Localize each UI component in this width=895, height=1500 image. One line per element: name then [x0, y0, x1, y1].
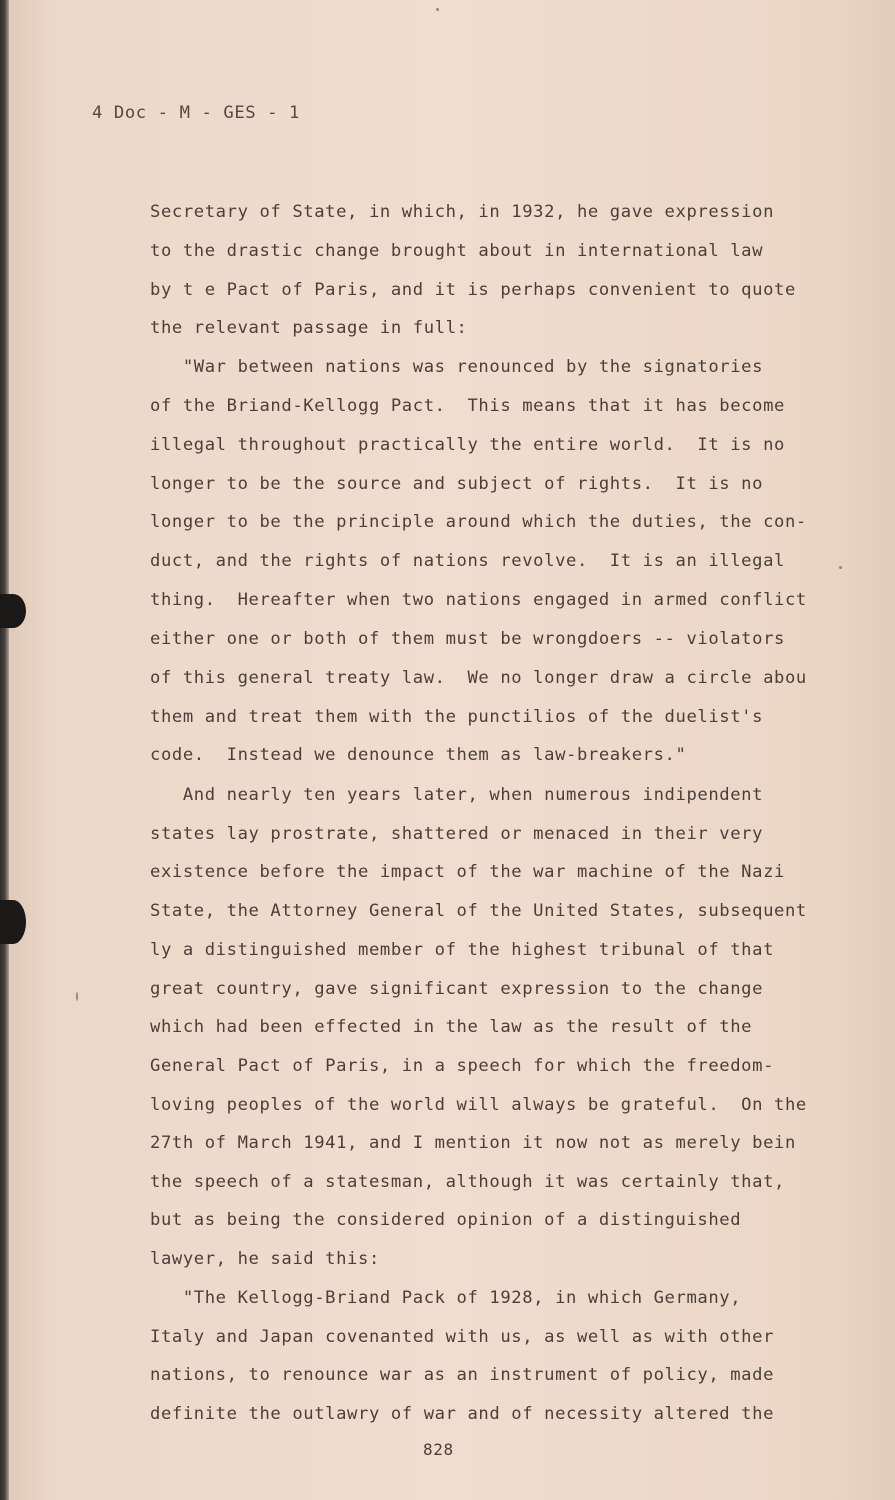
- text-line: the relevant passage in full:: [150, 318, 468, 338]
- text-line: existence before the impact of the war machine of the Nazi: [150, 862, 785, 882]
- text-line: to the drastic change brought about in international law: [150, 241, 764, 261]
- text-line: but as being the considered opinion of a distinguished: [150, 1210, 742, 1230]
- text-line: of this general treaty law. We no longer draw a circle abou: [150, 668, 807, 688]
- text-line: the speech of a statesman, although it was certainly that,: [150, 1172, 785, 1192]
- punch-hole: [0, 594, 26, 628]
- text-line: which had been effected in the law as the result of the: [150, 1017, 753, 1037]
- text-line: of the Briand-Kellogg Pact. This means that it has become: [150, 396, 785, 416]
- text-line: thing. Hereafter when two nations engaged in armed conflict: [150, 590, 807, 610]
- text-line: 27th of March 1941, and I mention it now not as merely bein: [150, 1133, 796, 1153]
- paper-speck: [76, 992, 78, 1001]
- document-header: 4 Doc - M - GES - 1: [92, 103, 301, 123]
- text-line: definite the outlawry of war and of necessity altered the: [150, 1404, 775, 1424]
- text-line: by t e Pact of Paris, and it is perhaps convenient to quote: [150, 280, 796, 300]
- page-left-edge: [0, 0, 9, 1500]
- text-line: code. Instead we denounce them as law-breakers.": [150, 745, 687, 765]
- paper-speck: [436, 8, 439, 11]
- text-line: Secretary of State, in which, in 1932, he gave expression: [150, 202, 775, 222]
- page-number: 828: [423, 1440, 454, 1459]
- text-line: either one or both of them must be wrongdoers -- violators: [150, 629, 785, 649]
- paper-speck: [839, 566, 842, 569]
- text-line: State, the Attorney General of the United States, subsequent: [150, 901, 807, 921]
- text-line: Italy and Japan covenanted with us, as well as with other: [150, 1327, 775, 1347]
- text-line: great country, gave significant expression to the change: [150, 979, 764, 999]
- text-line: "The Kellogg-Briand Pack of 1928, in which Germany,: [150, 1288, 742, 1308]
- text-line: General Pact of Paris, in a speech for which the freedom-: [150, 1056, 775, 1076]
- text-line: ly a distinguished member of the highest tribunal of that: [150, 940, 775, 960]
- text-line: states lay prostrate, shattered or menaced in their very: [150, 824, 764, 844]
- text-line: "War between nations was renounced by the signatories: [150, 357, 764, 377]
- punch-hole: [0, 900, 26, 944]
- text-line: lawyer, he said this:: [150, 1249, 380, 1269]
- text-line: And nearly ten years later, when numerous indipendent: [150, 785, 764, 805]
- text-line: longer to be the source and subject of rights. It is no: [150, 474, 764, 494]
- text-line: loving peoples of the world will always be grateful. On the: [150, 1095, 807, 1115]
- text-line: illegal throughout practically the entire world. It is no: [150, 435, 785, 455]
- text-line: duct, and the rights of nations revolve. It is an illegal: [150, 551, 785, 571]
- text-line: nations, to renounce war as an instrument of policy, made: [150, 1365, 775, 1385]
- text-line: longer to be the principle around which the duties, the con-: [150, 512, 807, 532]
- text-line: them and treat them with the punctilios of the duelist's: [150, 707, 764, 727]
